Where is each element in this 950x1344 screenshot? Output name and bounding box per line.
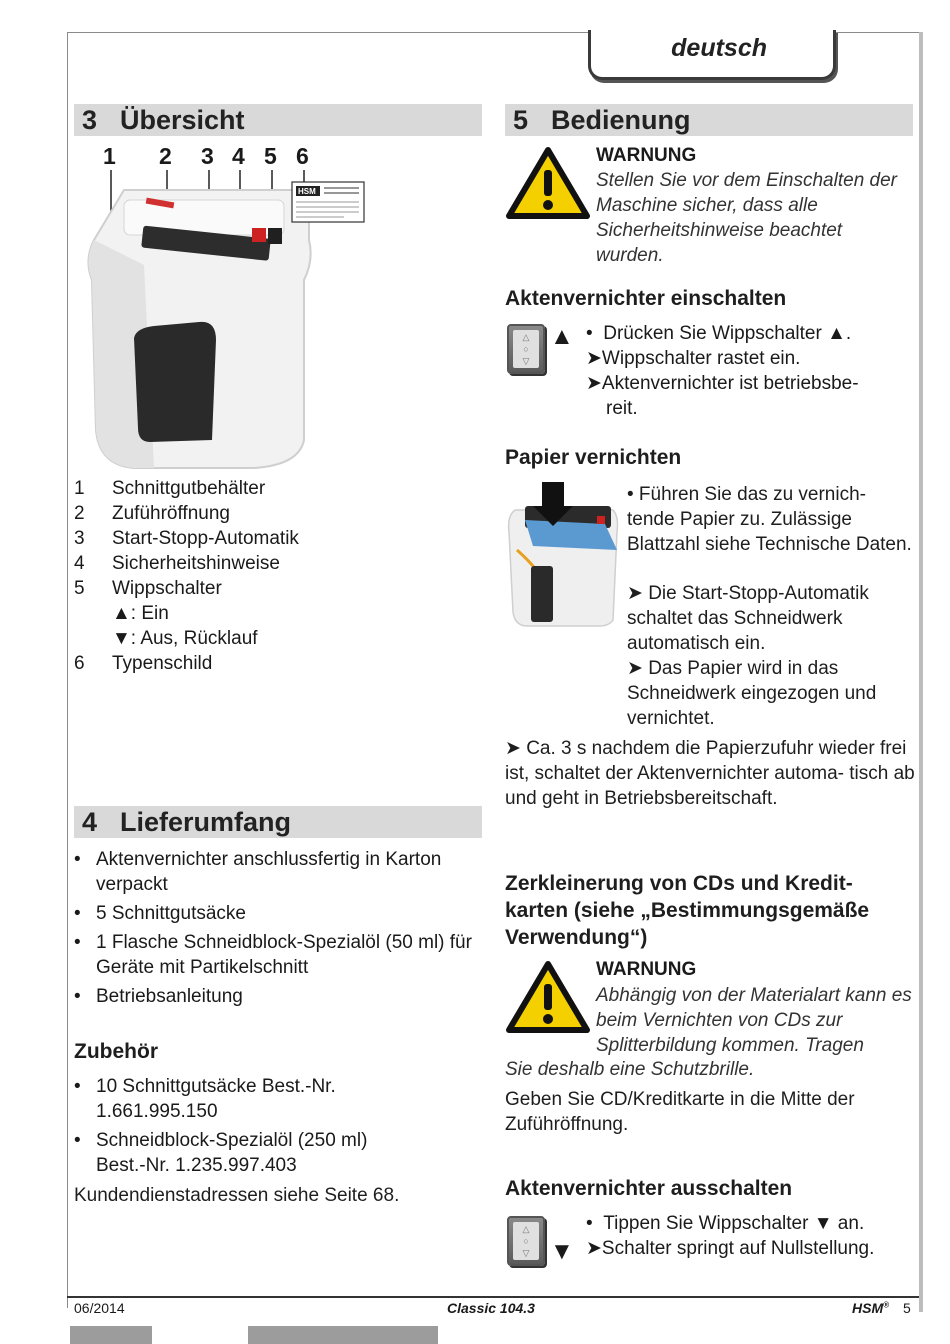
- cd-instruction: Geben Sie CD/Kreditkarte in die Mitte der Zuführöffnung.: [505, 1089, 855, 1135]
- accessories-heading: Zubehör: [74, 1040, 158, 1063]
- warning-title: WARNUNG: [596, 145, 697, 166]
- bullet-text: Drücken Sie Wippschalter ▲.: [603, 323, 852, 344]
- accessories-list: [74, 1074, 414, 1182]
- chevron-right-icon: ➤: [586, 348, 602, 369]
- legend-text: Zuführöffnung: [112, 503, 230, 524]
- section-number: 5: [513, 105, 529, 135]
- shred-instruction: • Führen Sie das zu vernich- tende Papier zu. Zulässige Blattzahl siehe Technische Daten.: [627, 484, 912, 555]
- legend-text: Start-Stopp-Automatik: [112, 528, 299, 549]
- switch-on-heading: Aktenvernichter einschalten: [505, 287, 787, 310]
- list-item: • Aktenvernichter anschlussfertig in Karton verpackt: [74, 847, 484, 897]
- result-text: Ca. 3 s nachdem die Papierzufuhr wieder frei ist, schaltet der Aktenvernichter automa- tisch ab und geht in Betriebsbereitschaft.: [505, 738, 915, 809]
- section-4-heading: [74, 806, 482, 838]
- result-line: [627, 581, 912, 656]
- legend-text: Wippschalter: [112, 578, 222, 599]
- warning-text: Stellen Sie vor dem Einschalten der Maschine sicher, dass alle Sicherheitshinweise beachtet wurden.: [596, 170, 897, 266]
- callout-6: 6: [296, 143, 309, 169]
- result-line: [586, 1236, 874, 1261]
- list-item: • 5 Schnittgutsäcke: [74, 901, 484, 926]
- legend-number: 6: [74, 653, 85, 674]
- shredder-illustration: [84, 170, 374, 470]
- label-logo: HSM: [298, 187, 316, 196]
- chevron-right-icon: ➤: [627, 583, 649, 604]
- legend-text: Typenschild: [112, 653, 213, 674]
- section-number: 3: [82, 105, 98, 135]
- result-line: [586, 346, 800, 371]
- triangle-down-icon: ▼: [550, 1238, 574, 1265]
- legend-number: 3: [74, 528, 85, 549]
- warning-text: Abhängig von der Materialart kann es beim Vernichten von CDs zur Splitterbildung kommen. Tragen: [596, 985, 912, 1056]
- list-item: • 10 Schnittgutsäcke Best.-Nr. 1.661.995.150: [74, 1074, 414, 1124]
- language-tab: [588, 30, 836, 80]
- callout-3: 3: [201, 143, 214, 169]
- brand-logo: HSM: [852, 1300, 884, 1316]
- list-item: • Betriebsanleitung: [74, 984, 484, 1009]
- result-text: Die Start-Stopp-Automatik schaltet das Schneidwerk automatisch ein.: [627, 583, 869, 654]
- list-item: • 1 Flasche Schneidblock-Spezialöl (50 ml) für Geräte mit Partikelschnitt: [74, 930, 484, 980]
- triangle-up-icon: ▲: [550, 323, 574, 350]
- callout-2: 2: [159, 143, 172, 169]
- service-note: Kundendienstadressen siehe Seite 68.: [74, 1185, 400, 1206]
- chevron-right-icon: ➤: [586, 1238, 602, 1259]
- shred-heading: Papier vernichten: [505, 446, 682, 469]
- section-5-heading: [505, 104, 913, 136]
- result-text: Aktenvernichter ist betriebsbe-: [601, 373, 859, 394]
- section-title: Übersicht: [120, 105, 245, 135]
- rocker-switch-icon: △ ○ ▽: [507, 324, 545, 374]
- chevron-right-icon: ➤: [627, 658, 649, 679]
- result-line-cont: reit.: [606, 398, 638, 419]
- legend-number: 5: [74, 578, 85, 599]
- list-item: • Schneidblock-Spezialöl (250 ml) Best.-Nr. 1.235.997.403: [74, 1128, 414, 1178]
- rocker-switch-icon: △ ○ ▽: [507, 1216, 545, 1266]
- result-text: Das Papier wird in das Schneidwerk eingezogen und vernichtet.: [627, 658, 877, 729]
- bottom-bar: [248, 1326, 438, 1344]
- callout-4: 4: [232, 143, 245, 169]
- delivery-list: [74, 847, 484, 1013]
- page-number: 5: [903, 1300, 911, 1316]
- shredder-feed-illustration: [505, 480, 621, 628]
- result-line: [505, 736, 917, 811]
- result-line: [627, 656, 912, 731]
- callout-5: 5: [264, 143, 277, 169]
- legend-text: ▲: Ein: [112, 603, 169, 624]
- section-title: Bedienung: [551, 105, 691, 135]
- footer-model: Classic 104.3: [447, 1300, 535, 1316]
- page-shadow: [919, 32, 923, 1312]
- legend-text: Schnittgutbehälter: [112, 478, 266, 499]
- section-title: Lieferumfang: [120, 807, 292, 837]
- callout-1: 1: [103, 143, 116, 169]
- warning-icon: [505, 146, 591, 220]
- footer-date: 06/2014: [74, 1300, 125, 1316]
- section-3-heading: [74, 104, 482, 136]
- legend-number: 2: [74, 503, 85, 524]
- chevron-right-icon: ➤: [586, 373, 602, 394]
- result-text: Schalter springt auf Nullstellung.: [601, 1238, 875, 1259]
- legend-text: ▼: Aus, Rücklauf: [112, 628, 258, 649]
- warning-text-cont: Sie deshalb eine Schutzbrille.: [505, 1059, 755, 1080]
- cd-heading: Zerkleinerung von CDs und Kredit- karten (siehe „Bestimmungsgemäße Verwendung“): [505, 872, 870, 949]
- section-number: 4: [82, 807, 98, 837]
- bullet-line: • Tippen Sie Wippschalter ▼ an.: [586, 1213, 865, 1234]
- legend-number: 1: [74, 478, 85, 499]
- bullet-text: Tippen Sie Wippschalter ▼ an.: [603, 1213, 865, 1234]
- result-text: Wippschalter rastet ein.: [601, 348, 801, 369]
- language-label: deutsch: [671, 34, 767, 62]
- legend-text: Sicherheitshinweise: [112, 553, 280, 574]
- legend-number: 4: [74, 553, 85, 574]
- bottom-bar: [70, 1326, 152, 1344]
- warning-title: WARNUNG: [596, 959, 697, 980]
- bullet-line: • Drücken Sie Wippschalter ▲.: [586, 323, 852, 344]
- switch-off-heading: Aktenvernichter ausschalten: [505, 1177, 793, 1200]
- warning-icon: [505, 960, 591, 1034]
- chevron-right-icon: ➤: [505, 738, 527, 759]
- footer-rule: [67, 1296, 919, 1298]
- result-line: [586, 371, 859, 396]
- footer-brand: HSM®: [852, 1300, 890, 1316]
